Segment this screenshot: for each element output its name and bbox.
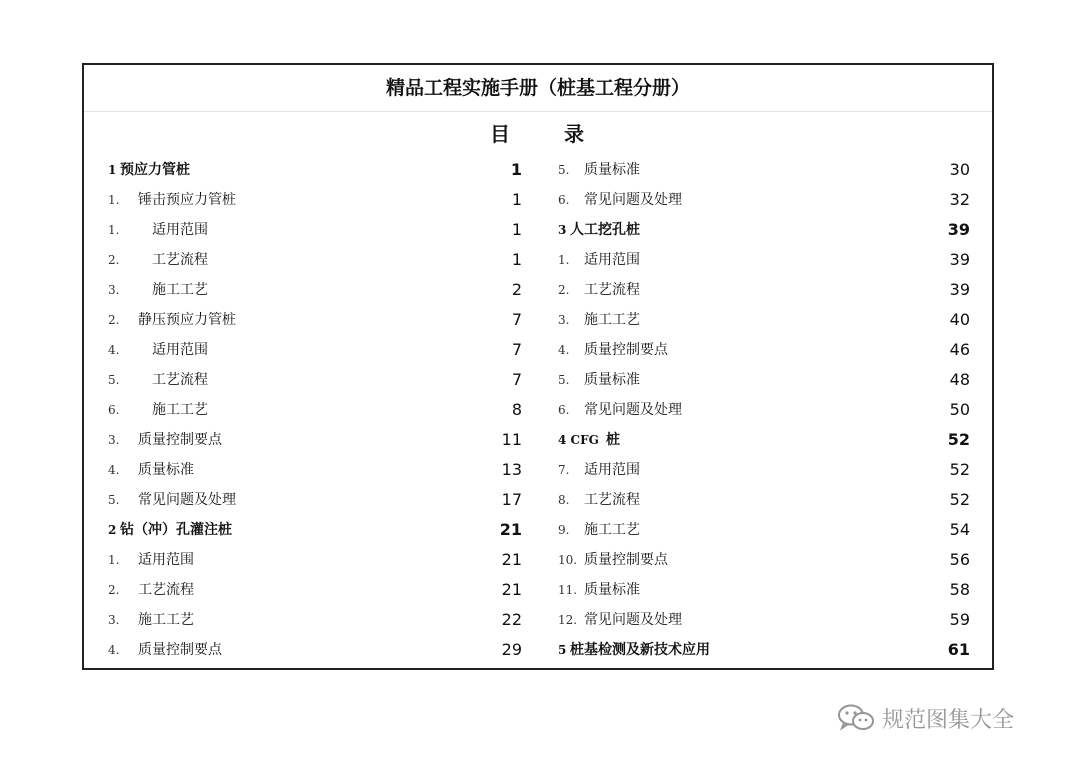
toc-entry-page: 1 — [511, 190, 522, 209]
toc-entry — [108, 395, 522, 425]
toc-entry-label: 施工工艺 — [138, 612, 194, 628]
toc-entry-page: 22 — [501, 610, 522, 629]
toc-entry-page: 21 — [501, 550, 522, 569]
toc-entry-number: 4. — [108, 463, 120, 477]
toc-entry — [558, 455, 970, 485]
toc-entry-number: 4. — [108, 643, 120, 657]
toc-entry — [108, 305, 522, 335]
toc-entry-label: 常见问题及处理 — [584, 612, 682, 628]
toc-entry — [558, 545, 970, 575]
toc-entry — [108, 455, 522, 485]
toc-entry — [108, 635, 522, 665]
toc-entry-page: 29 — [501, 640, 522, 659]
toc-entry-number: 1. — [108, 193, 120, 207]
toc-entry-label: 锤击预应力管桩 — [138, 192, 236, 208]
toc-column-left — [108, 155, 522, 665]
toc-entry — [108, 545, 522, 575]
toc-entry-label: 静压预应力管桩 — [138, 312, 236, 328]
toc-entry — [108, 245, 522, 275]
toc-chapter — [558, 425, 970, 455]
toc-entry-page: 39 — [949, 250, 970, 269]
toc-entry — [108, 215, 522, 245]
toc-entry-number: 4. — [558, 343, 570, 357]
toc-entry-page: 54 — [949, 520, 970, 539]
toc-entry-number: 2. — [108, 253, 120, 267]
wechat-icon — [836, 703, 876, 733]
toc-entry-label: 人工挖孔桩 — [570, 222, 640, 238]
toc-entry — [558, 335, 970, 365]
toc-entry — [108, 275, 522, 305]
toc-entry-label: 质量标准 — [584, 372, 640, 388]
toc-entry-page: 13 — [501, 460, 522, 479]
toc-chapter — [108, 515, 522, 545]
toc-entry-label: 工艺流程 — [584, 492, 640, 508]
toc-entry-number: 4. — [108, 343, 120, 357]
toc-entry-label: 工艺流程 — [152, 372, 208, 388]
toc-entry-page: 7 — [511, 310, 522, 329]
toc-entry-label: 适用范围 — [138, 552, 194, 568]
toc-entry — [108, 335, 522, 365]
toc-entry-label: 常见问题及处理 — [138, 492, 236, 508]
toc-entry-page: 30 — [949, 160, 970, 179]
toc-entry-number: 5. — [558, 163, 570, 177]
toc-entry-number: 6. — [108, 403, 120, 417]
toc-column-right — [558, 155, 970, 665]
toc-entry-label: 质量控制要点 — [584, 552, 668, 568]
toc-entry-number: 1. — [108, 553, 120, 567]
toc-entry-page: 61 — [947, 640, 970, 659]
document-title: 精品工程实施手册（桩基工程分册） — [84, 65, 992, 112]
toc-entry-page: 39 — [949, 280, 970, 299]
toc-entry-label: 工艺流程 — [584, 282, 640, 298]
toc-entry-page: 52 — [949, 460, 970, 479]
toc-chapter — [558, 635, 970, 665]
toc-entry-page: 52 — [947, 430, 970, 449]
toc-entry-number: 4 CFG — [558, 433, 599, 447]
toc-entry-number: 1. — [558, 253, 570, 267]
toc-entry-label: 质量标准 — [584, 582, 640, 598]
toc-entry-page: 1 — [511, 220, 522, 239]
toc-entry-number: 2. — [558, 283, 570, 297]
toc-entry-label: 施工工艺 — [152, 282, 208, 298]
toc-entry-page: 46 — [949, 340, 970, 359]
toc-entry — [558, 155, 970, 185]
toc-entry — [558, 185, 970, 215]
toc-entry-label: 桩基检测及新技术应用 — [570, 642, 710, 658]
toc-entry-label: 工艺流程 — [138, 582, 194, 598]
toc-entry-label: 质量控制要点 — [584, 342, 668, 358]
toc-entry-number: 5. — [558, 373, 570, 387]
toc-entry-page: 59 — [949, 610, 970, 629]
toc-entry — [558, 365, 970, 395]
toc-entry-label: 适用范围 — [584, 462, 640, 478]
toc-entry-number: 7. — [558, 463, 570, 477]
toc-entry-page: 1 — [510, 160, 522, 179]
toc-entry — [108, 605, 522, 635]
toc-entry-label: 常见问题及处理 — [584, 192, 682, 208]
toc-entry-label: 质量控制要点 — [138, 432, 222, 448]
toc-entry-label: 适用范围 — [584, 252, 640, 268]
toc-entry-number: 10. — [558, 553, 578, 567]
toc-entry-page: 21 — [501, 580, 522, 599]
toc-entry — [558, 395, 970, 425]
toc-entry-label: 钻（冲）孔灌注桩 — [120, 522, 232, 538]
toc-entry-number: 5 — [558, 643, 567, 657]
document-frame — [82, 63, 994, 670]
toc-entry-number: 3 — [558, 223, 567, 237]
toc-entry-number: 8. — [558, 493, 570, 507]
toc-entry-label: 工艺流程 — [152, 252, 208, 268]
toc-heading-char-2: 录 — [564, 122, 586, 146]
toc-entry-number: 2. — [108, 583, 120, 597]
toc-entry-label: 质量标准 — [138, 462, 194, 478]
toc-entry-number: 3. — [108, 433, 120, 447]
toc-entry-number: 1. — [108, 223, 120, 237]
toc-entry-number: 5. — [108, 373, 120, 387]
toc-entry-page: 17 — [501, 490, 522, 509]
toc-heading-char-1: 目 — [490, 122, 512, 146]
toc-entry-label: 预应力管桩 — [120, 162, 190, 178]
toc-entry-number: 3. — [108, 283, 120, 297]
toc-entry-number: 11. — [558, 583, 578, 597]
toc-heading — [84, 118, 992, 147]
toc-entry — [558, 275, 970, 305]
toc-entry-number: 2. — [108, 313, 120, 327]
toc-entry — [558, 605, 970, 635]
toc-entry-page: 2 — [511, 280, 522, 299]
toc-entry-number: 3. — [108, 613, 120, 627]
toc-entry-label: 施工工艺 — [584, 522, 640, 538]
toc-entry — [108, 425, 522, 455]
toc-entry-label: 适用范围 — [152, 222, 208, 238]
watermark-text: 规范图集大全 — [882, 707, 1015, 733]
toc-entry-label: 质量标准 — [584, 162, 640, 178]
toc-entry-page: 7 — [511, 370, 522, 389]
toc-entry-number: 3. — [558, 313, 570, 327]
toc-entry — [558, 305, 970, 335]
toc-entry-label: 施工工艺 — [152, 402, 208, 418]
toc-entry-number: 5. — [108, 493, 120, 507]
toc-entry-label: 施工工艺 — [584, 312, 640, 328]
toc-chapter — [558, 215, 970, 245]
toc-entry-page: 21 — [499, 520, 522, 539]
toc-entry-page: 56 — [949, 550, 970, 569]
toc-entry — [558, 245, 970, 275]
toc-entry-page: 50 — [949, 400, 970, 419]
toc-entry-page: 48 — [949, 370, 970, 389]
toc-entry-page: 7 — [511, 340, 522, 359]
toc-entry — [108, 575, 522, 605]
toc-entry-page: 39 — [947, 220, 970, 239]
toc-entry-page: 11 — [501, 430, 522, 449]
toc-entry-number: 12. — [558, 613, 578, 627]
toc-entry-label: 适用范围 — [152, 342, 208, 358]
toc-entry-number: 6. — [558, 403, 570, 417]
toc-entry — [558, 485, 970, 515]
toc-entry-page: 40 — [949, 310, 970, 329]
toc-entry — [108, 185, 522, 215]
toc-chapter — [108, 155, 522, 185]
toc-entry — [558, 575, 970, 605]
toc-entry-number: 6. — [558, 193, 570, 207]
watermark — [836, 698, 1014, 738]
toc-entry-label: 桩 — [606, 432, 620, 448]
toc-entry-page: 58 — [949, 580, 970, 599]
toc-entry-page: 8 — [511, 400, 522, 419]
toc-entry-page: 52 — [949, 490, 970, 509]
toc-entry — [108, 365, 522, 395]
toc-entry — [558, 515, 970, 545]
toc-entry-page: 32 — [949, 190, 970, 209]
toc-entry-number: 2 — [108, 523, 117, 537]
toc-entry-page: 1 — [511, 250, 522, 269]
toc-entry-number: 1 — [108, 163, 117, 177]
toc-entry-number: 9. — [558, 523, 570, 537]
toc-entry — [108, 485, 522, 515]
toc-entry-label: 质量控制要点 — [138, 642, 222, 658]
toc-entry-label: 常见问题及处理 — [584, 402, 682, 418]
